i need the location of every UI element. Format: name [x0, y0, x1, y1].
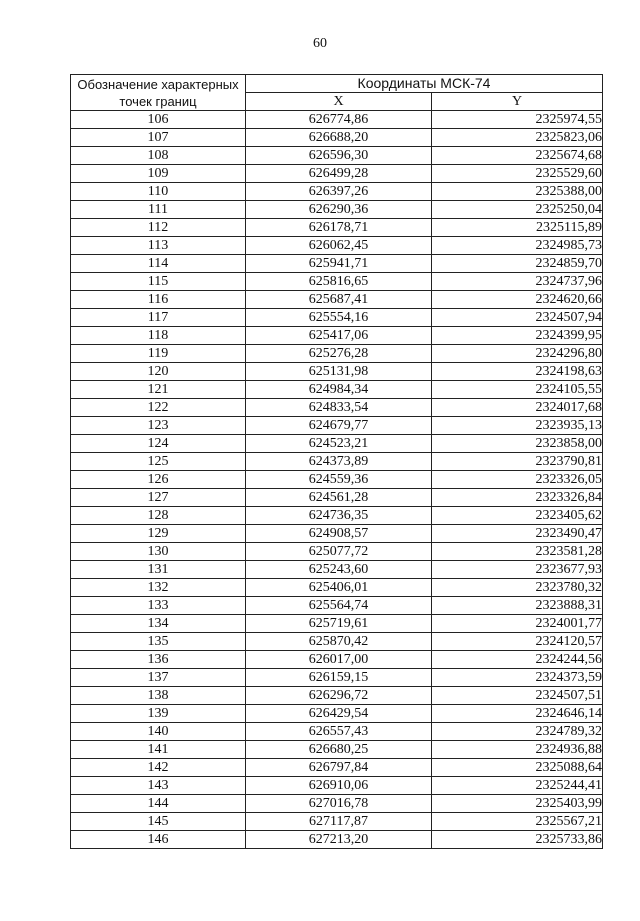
row-x-coordinate: 626290,36 — [246, 201, 432, 219]
table-row — [71, 525, 603, 543]
row-x-coordinate: 625276,28 — [246, 345, 432, 363]
row-y-coordinate: 2323677,93 — [432, 561, 603, 579]
row-x-coordinate: 624523,21 — [246, 435, 432, 453]
table-row — [71, 669, 603, 687]
row-x-coordinate: 626499,28 — [246, 165, 432, 183]
row-y-coordinate: 2324737,96 — [432, 273, 603, 291]
table-row — [71, 129, 603, 147]
row-x-coordinate: 626429,54 — [246, 705, 432, 723]
table-row — [71, 489, 603, 507]
table-row — [71, 327, 603, 345]
table-row — [71, 345, 603, 363]
row-point-number: 132 — [71, 579, 246, 597]
row-point-number: 141 — [71, 741, 246, 759]
row-y-coordinate: 2323405,62 — [432, 507, 603, 525]
row-x-coordinate: 624908,57 — [246, 525, 432, 543]
row-y-coordinate: 2325529,60 — [432, 165, 603, 183]
row-y-coordinate: 2325974,55 — [432, 111, 603, 129]
table-row — [71, 237, 603, 255]
row-point-number: 119 — [71, 345, 246, 363]
row-y-coordinate: 2324985,73 — [432, 237, 603, 255]
table-row — [71, 201, 603, 219]
row-x-coordinate: 626680,25 — [246, 741, 432, 759]
row-point-number: 118 — [71, 327, 246, 345]
row-point-number: 107 — [71, 129, 246, 147]
row-x-coordinate: 627117,87 — [246, 813, 432, 831]
row-point-number: 137 — [71, 669, 246, 687]
row-point-number: 116 — [71, 291, 246, 309]
row-point-number: 144 — [71, 795, 246, 813]
row-point-number: 123 — [71, 417, 246, 435]
row-y-coordinate: 2323935,13 — [432, 417, 603, 435]
row-point-number: 108 — [71, 147, 246, 165]
row-x-coordinate: 626688,20 — [246, 129, 432, 147]
row-point-number: 115 — [71, 273, 246, 291]
row-point-number: 128 — [71, 507, 246, 525]
row-point-number: 106 — [71, 111, 246, 129]
row-y-coordinate: 2323790,81 — [432, 453, 603, 471]
page-number: 60 — [313, 36, 327, 51]
row-x-coordinate: 624736,35 — [246, 507, 432, 525]
row-x-coordinate: 626062,45 — [246, 237, 432, 255]
row-x-coordinate: 626797,84 — [246, 759, 432, 777]
row-x-coordinate: 625131,98 — [246, 363, 432, 381]
table-body — [71, 111, 603, 849]
table-row — [71, 291, 603, 309]
row-x-coordinate: 625687,41 — [246, 291, 432, 309]
table-row — [71, 723, 603, 741]
row-y-coordinate: 2325403,99 — [432, 795, 603, 813]
row-y-coordinate: 2324001,77 — [432, 615, 603, 633]
row-y-coordinate: 2323581,28 — [432, 543, 603, 561]
row-x-coordinate: 626774,86 — [246, 111, 432, 129]
row-y-coordinate: 2325823,06 — [432, 129, 603, 147]
table-row — [71, 273, 603, 291]
row-point-number: 145 — [71, 813, 246, 831]
row-y-coordinate: 2324936,88 — [432, 741, 603, 759]
coordinates-table — [70, 74, 603, 849]
row-x-coordinate: 625564,74 — [246, 597, 432, 615]
row-point-number: 120 — [71, 363, 246, 381]
row-x-coordinate: 627213,20 — [246, 831, 432, 849]
row-y-coordinate: 2324296,80 — [432, 345, 603, 363]
row-y-coordinate: 2324105,55 — [432, 381, 603, 399]
row-x-coordinate: 625554,16 — [246, 309, 432, 327]
row-point-number: 110 — [71, 183, 246, 201]
table-row — [71, 813, 603, 831]
row-y-coordinate: 2324507,51 — [432, 687, 603, 705]
table-row — [71, 399, 603, 417]
table-header — [71, 75, 603, 111]
row-x-coordinate: 624561,28 — [246, 489, 432, 507]
row-x-coordinate: 626557,43 — [246, 723, 432, 741]
table-row — [71, 759, 603, 777]
row-point-number: 117 — [71, 309, 246, 327]
table-row — [71, 687, 603, 705]
table-row — [71, 615, 603, 633]
row-y-coordinate: 2324507,94 — [432, 309, 603, 327]
table-row — [71, 831, 603, 849]
row-x-coordinate: 624984,34 — [246, 381, 432, 399]
table-row — [71, 561, 603, 579]
row-x-coordinate: 626159,15 — [246, 669, 432, 687]
table-row — [71, 381, 603, 399]
row-point-number: 126 — [71, 471, 246, 489]
row-point-number: 139 — [71, 705, 246, 723]
row-point-number: 112 — [71, 219, 246, 237]
row-point-number: 124 — [71, 435, 246, 453]
row-point-number: 127 — [71, 489, 246, 507]
header-y: Y — [432, 93, 603, 111]
row-x-coordinate: 626296,72 — [246, 687, 432, 705]
row-y-coordinate: 2324373,59 — [432, 669, 603, 687]
header-point-designation: Обозначение характерных точек границ — [71, 75, 246, 111]
row-point-number: 140 — [71, 723, 246, 741]
row-point-number: 109 — [71, 165, 246, 183]
row-y-coordinate: 2324859,70 — [432, 255, 603, 273]
row-x-coordinate: 626910,06 — [246, 777, 432, 795]
table-row — [71, 417, 603, 435]
row-y-coordinate: 2325088,64 — [432, 759, 603, 777]
row-y-coordinate: 2324789,32 — [432, 723, 603, 741]
table-row — [71, 705, 603, 723]
row-x-coordinate: 624373,89 — [246, 453, 432, 471]
row-point-number: 146 — [71, 831, 246, 849]
row-y-coordinate: 2324017,68 — [432, 399, 603, 417]
row-x-coordinate: 626596,30 — [246, 147, 432, 165]
table-row — [71, 633, 603, 651]
table-row — [71, 543, 603, 561]
row-y-coordinate: 2325388,00 — [432, 183, 603, 201]
row-y-coordinate: 2325674,68 — [432, 147, 603, 165]
row-point-number: 138 — [71, 687, 246, 705]
table-row — [71, 363, 603, 381]
table-row — [71, 435, 603, 453]
table-row — [71, 507, 603, 525]
row-y-coordinate: 2323888,31 — [432, 597, 603, 615]
row-y-coordinate: 2325733,86 — [432, 831, 603, 849]
row-x-coordinate: 626017,00 — [246, 651, 432, 669]
table-row — [71, 453, 603, 471]
row-x-coordinate: 624679,77 — [246, 417, 432, 435]
row-x-coordinate: 625870,42 — [246, 633, 432, 651]
row-x-coordinate: 624833,54 — [246, 399, 432, 417]
row-point-number: 133 — [71, 597, 246, 615]
row-x-coordinate: 625719,61 — [246, 615, 432, 633]
row-point-number: 111 — [71, 201, 246, 219]
table-row — [71, 219, 603, 237]
table-row — [71, 597, 603, 615]
row-y-coordinate: 2325115,89 — [432, 219, 603, 237]
table-row — [71, 183, 603, 201]
row-point-number: 131 — [71, 561, 246, 579]
row-point-number: 130 — [71, 543, 246, 561]
row-x-coordinate: 627016,78 — [246, 795, 432, 813]
header-coordinate-system: Координаты МСК-74 — [246, 75, 603, 93]
table-row — [71, 111, 603, 129]
row-x-coordinate: 625417,06 — [246, 327, 432, 345]
row-y-coordinate: 2324198,63 — [432, 363, 603, 381]
row-x-coordinate: 626178,71 — [246, 219, 432, 237]
table-row — [71, 741, 603, 759]
row-point-number: 136 — [71, 651, 246, 669]
row-point-number: 113 — [71, 237, 246, 255]
row-y-coordinate: 2324646,14 — [432, 705, 603, 723]
row-y-coordinate: 2324244,56 — [432, 651, 603, 669]
row-x-coordinate: 624559,36 — [246, 471, 432, 489]
table-row — [71, 471, 603, 489]
table-row — [71, 165, 603, 183]
row-y-coordinate: 2324620,66 — [432, 291, 603, 309]
row-point-number: 122 — [71, 399, 246, 417]
table-row — [71, 309, 603, 327]
row-y-coordinate: 2323780,32 — [432, 579, 603, 597]
row-x-coordinate: 625243,60 — [246, 561, 432, 579]
row-y-coordinate: 2323858,00 — [432, 435, 603, 453]
table-row — [71, 255, 603, 273]
row-point-number: 129 — [71, 525, 246, 543]
row-point-number: 114 — [71, 255, 246, 273]
row-point-number: 134 — [71, 615, 246, 633]
table-row — [71, 579, 603, 597]
row-x-coordinate: 626397,26 — [246, 183, 432, 201]
row-x-coordinate: 625816,65 — [246, 273, 432, 291]
table-row — [71, 777, 603, 795]
row-y-coordinate: 2323490,47 — [432, 525, 603, 543]
header-x: X — [246, 93, 432, 111]
row-y-coordinate: 2325250,04 — [432, 201, 603, 219]
table-row — [71, 651, 603, 669]
row-y-coordinate: 2323326,84 — [432, 489, 603, 507]
table-row — [71, 795, 603, 813]
row-y-coordinate: 2324120,57 — [432, 633, 603, 651]
row-y-coordinate: 2325244,41 — [432, 777, 603, 795]
row-y-coordinate: 2325567,21 — [432, 813, 603, 831]
row-point-number: 143 — [71, 777, 246, 795]
row-point-number: 121 — [71, 381, 246, 399]
row-point-number: 135 — [71, 633, 246, 651]
row-x-coordinate: 625941,71 — [246, 255, 432, 273]
row-point-number: 142 — [71, 759, 246, 777]
row-y-coordinate: 2323326,05 — [432, 471, 603, 489]
row-x-coordinate: 625077,72 — [246, 543, 432, 561]
row-x-coordinate: 625406,01 — [246, 579, 432, 597]
table-row — [71, 147, 603, 165]
row-y-coordinate: 2324399,95 — [432, 327, 603, 345]
row-point-number: 125 — [71, 453, 246, 471]
